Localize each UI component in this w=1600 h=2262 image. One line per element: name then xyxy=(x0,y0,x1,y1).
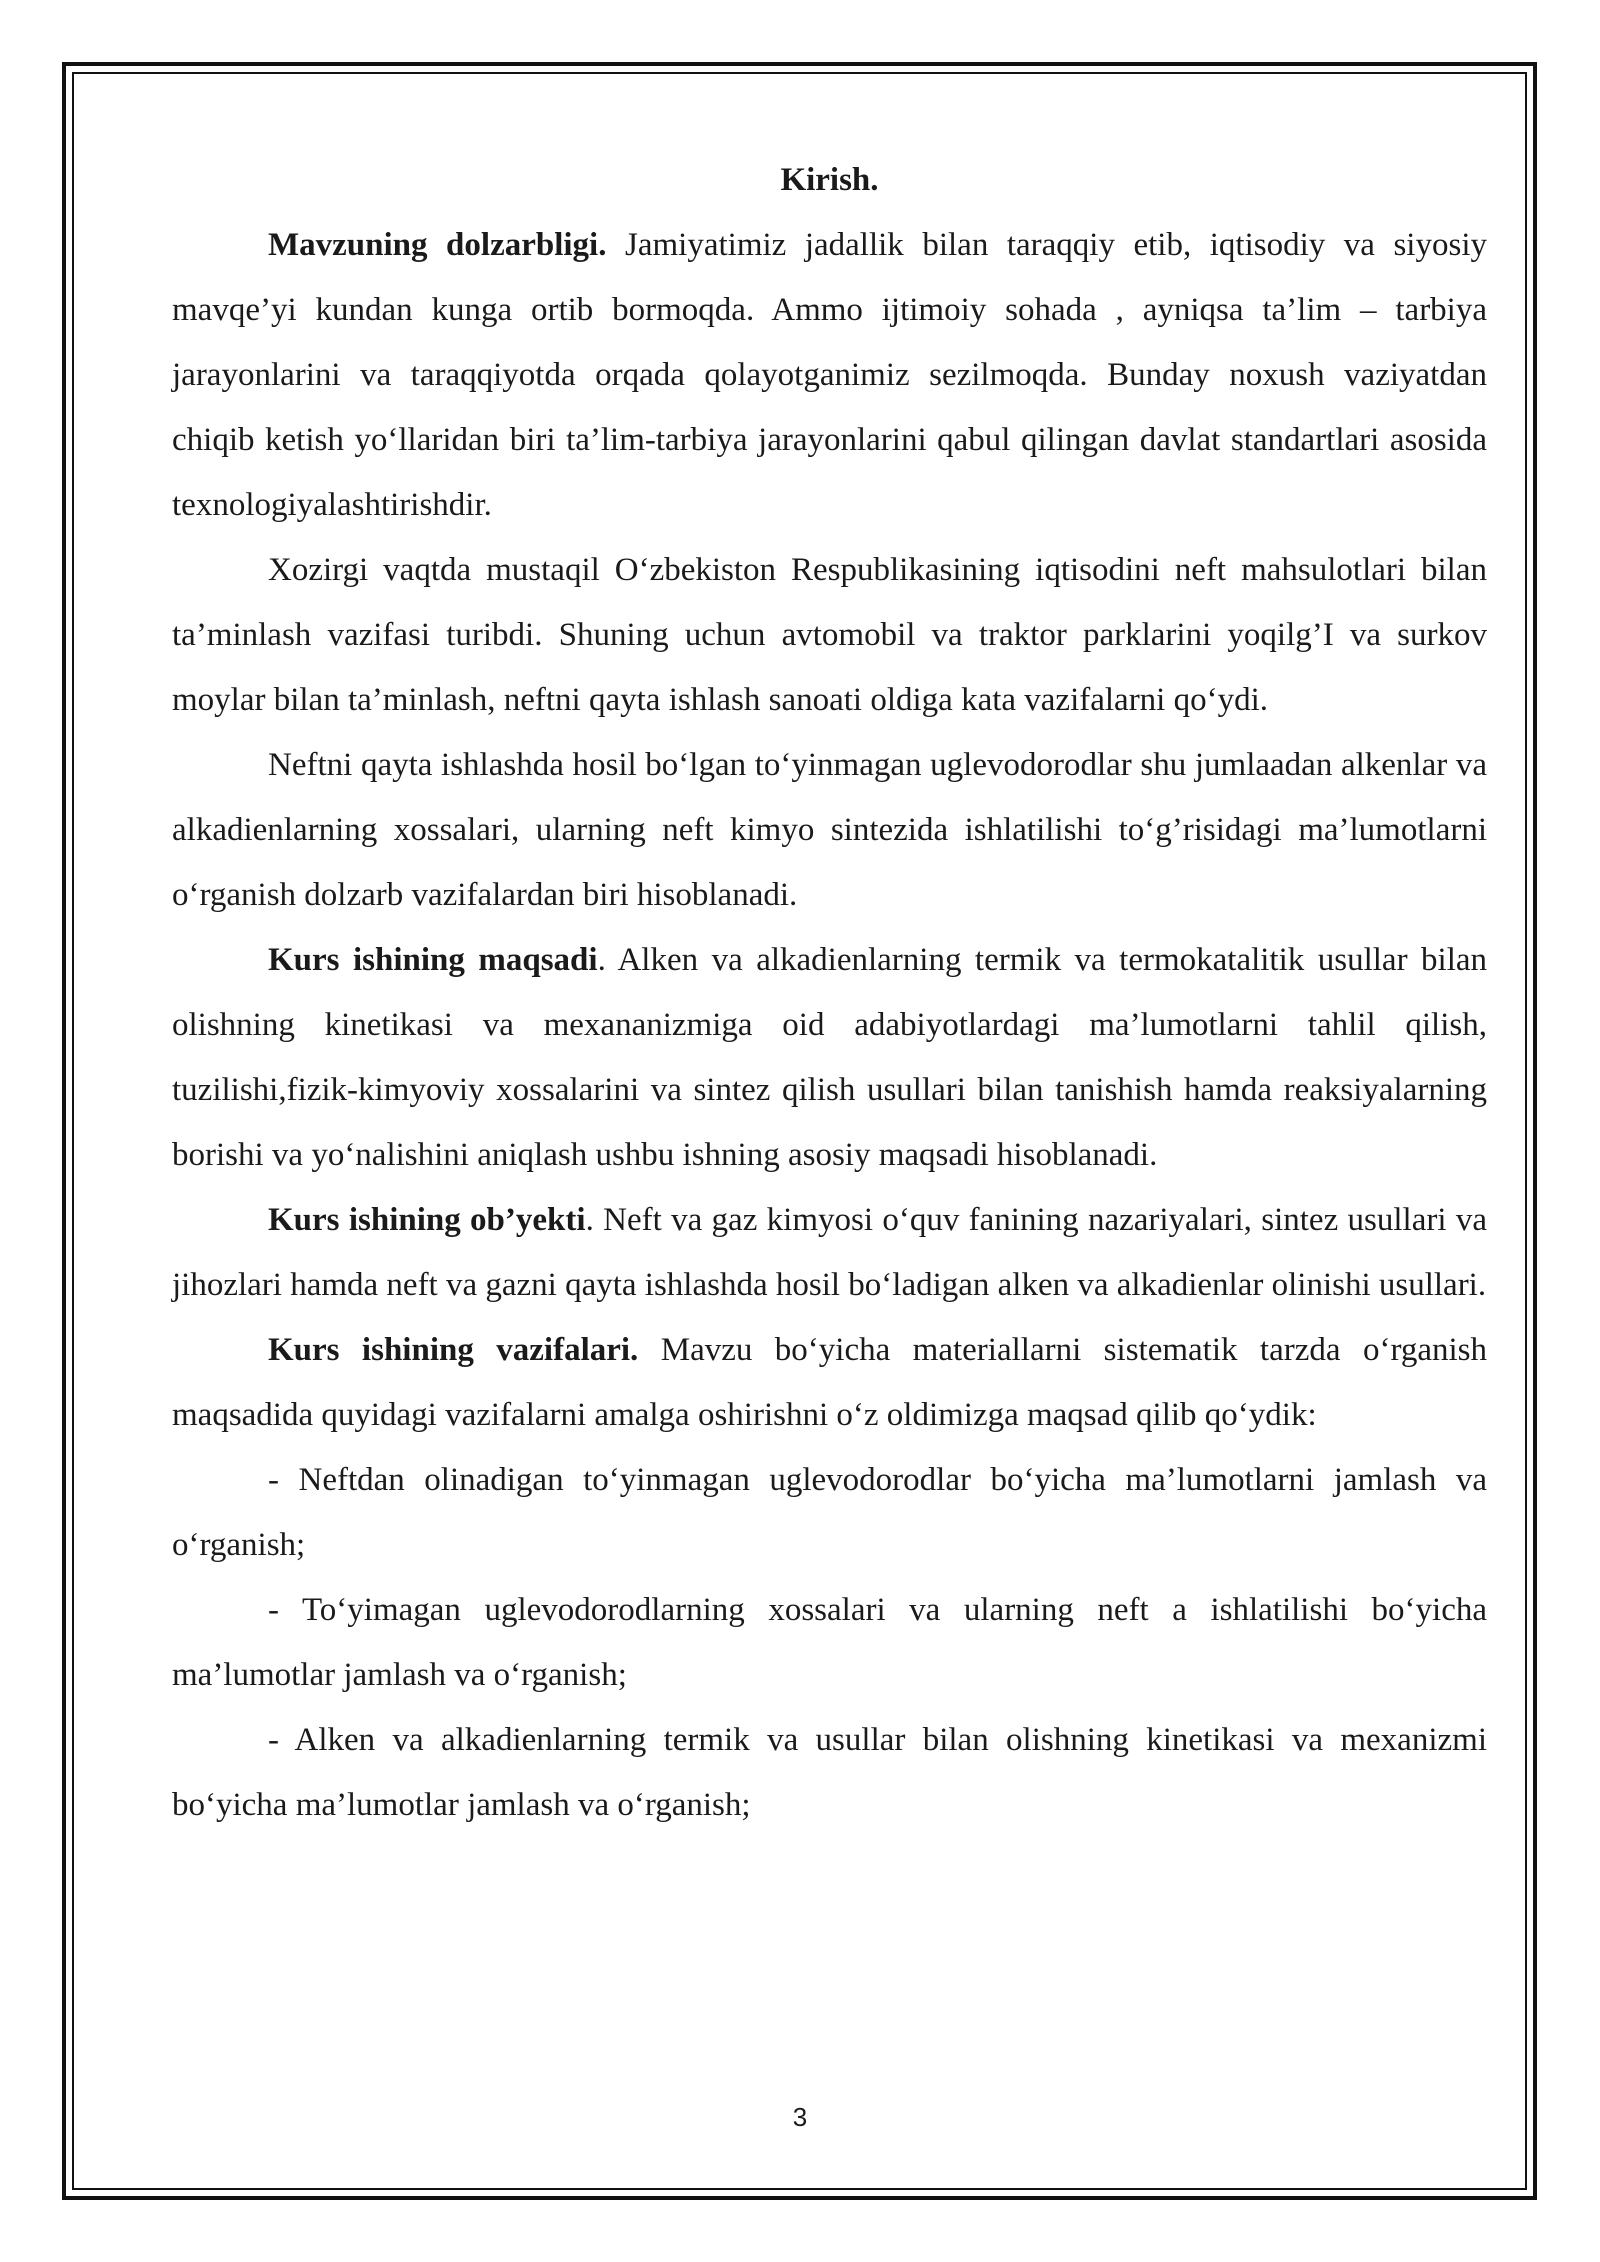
paragraph-lead: Kurs ishining vazifalari. xyxy=(268,1332,639,1368)
paragraph-text: Mavzu bo‘yicha materiallarni sistematik tarzda o‘rganish maqsadida quyidagi vazifalarni amalga oshirishni o‘z oldimizga maqsad qilib qo‘ydik: xyxy=(172,1332,1487,1433)
paragraph-lead: Kurs ishining maqsadi xyxy=(268,942,598,978)
paragraph-tasks xyxy=(172,1318,1487,1448)
page-number: 3 xyxy=(792,2102,808,2132)
list-item-text: - Neftdan olinadigan to‘yinmagan uglevodorodlar bo‘yicha ma’lumotlarni jamlash va o‘rganish; xyxy=(172,1462,1487,1563)
paragraph-text: Jamiyatimiz jadallik bilan taraqqiy etib, iqtisodiy va siyosiy mavqe’yi kundan kunga ortib bormoqda. Ammo ijtimoiy sohada , ayniqsa ta’lim – tarbiya jarayonlarini va taraqqiyotda orqada qolayotganimiz sezilmoqda. Bunday noxush vaziyatdan chiqib ketish yo‘llaridan biri ta’lim-tarbiya jarayonlarini qabul qilingan davlat standartlari asosida texnologiyalashtirishdir. xyxy=(172,227,1487,523)
paragraph-relevance xyxy=(172,213,1487,538)
list-item-task-2 xyxy=(172,1578,1487,1708)
paragraph-object xyxy=(172,1188,1487,1318)
paragraph-goal xyxy=(172,928,1487,1188)
document-title: Kirish. xyxy=(780,162,879,198)
list-item-task-1 xyxy=(172,1448,1487,1578)
paragraph-text: . Neft va gaz kimyosi o‘quv fanining nazariyalari, sintez usullari va jihozlari hamda neft va gazni qayta ishlashda hosil bo‘ladigan alken va alkadienlar olinishi usullari. xyxy=(172,1202,1487,1303)
paragraph-context xyxy=(172,538,1487,733)
paragraph-text: Neftni qayta ishlashda hosil bo‘lgan to‘yinmagan uglevodorodlar shu jumlaadan alkenlar va alkadienlarning xossalari, ularning neft kimyo sintezida ishlatilishi to‘g’risidagi ma’lumotlarni o‘rganish dolzarb vazifalardan biri hisoblanadi. xyxy=(172,747,1487,913)
paragraph-text: Xozirgi vaqtda mustaqil O‘zbekiston Respublikasining iqtisodini neft mahsulotlari bilan ta’minlash vazifasi turibdi. Shuning uchun avtomobil va traktor parklarini yoqilg’I va surkov moylar bilan ta’minlash, neftni qayta ishlash sanoati oldiga kata vazifalarni qo‘ydi. xyxy=(172,552,1487,718)
list-item-task-3 xyxy=(172,1708,1487,1838)
paragraph-text: . Alken va alkadienlarning termik va termokatalitik usullar bilan olishning kinetikasi va mexananizmiga oid adabiyotlardagi ma’lumotlarni tahlil qilish, tuzilishi,fizik-kimyoviy xossalarini va sintez qilish usullari bilan tanishish hamda reaksiyalarning borishi va yo‘nalishini aniqlash ushbu ishning asosiy maqsadi hisoblanadi. xyxy=(172,942,1488,1173)
list-item-text: - To‘yimagan uglevodorodlarning xossalari va ularning neft a ishlatilishi bo‘yicha ma’lumotlar jamlash va o‘rganish; xyxy=(172,1592,1487,1693)
paragraph-lead: Mavzuning dolzarbligi. xyxy=(268,227,607,263)
list-item-text: - Alken va alkadienlarning termik va usullar bilan olishning kinetikasi va mexanizmi bo‘yicha ma’lumotlar jamlash va o‘rganish; xyxy=(172,1722,1487,1823)
paragraph-importance xyxy=(172,733,1487,928)
document-body xyxy=(172,148,1487,1838)
paragraph-lead: Kurs ishining ob’yekti xyxy=(268,1202,586,1238)
